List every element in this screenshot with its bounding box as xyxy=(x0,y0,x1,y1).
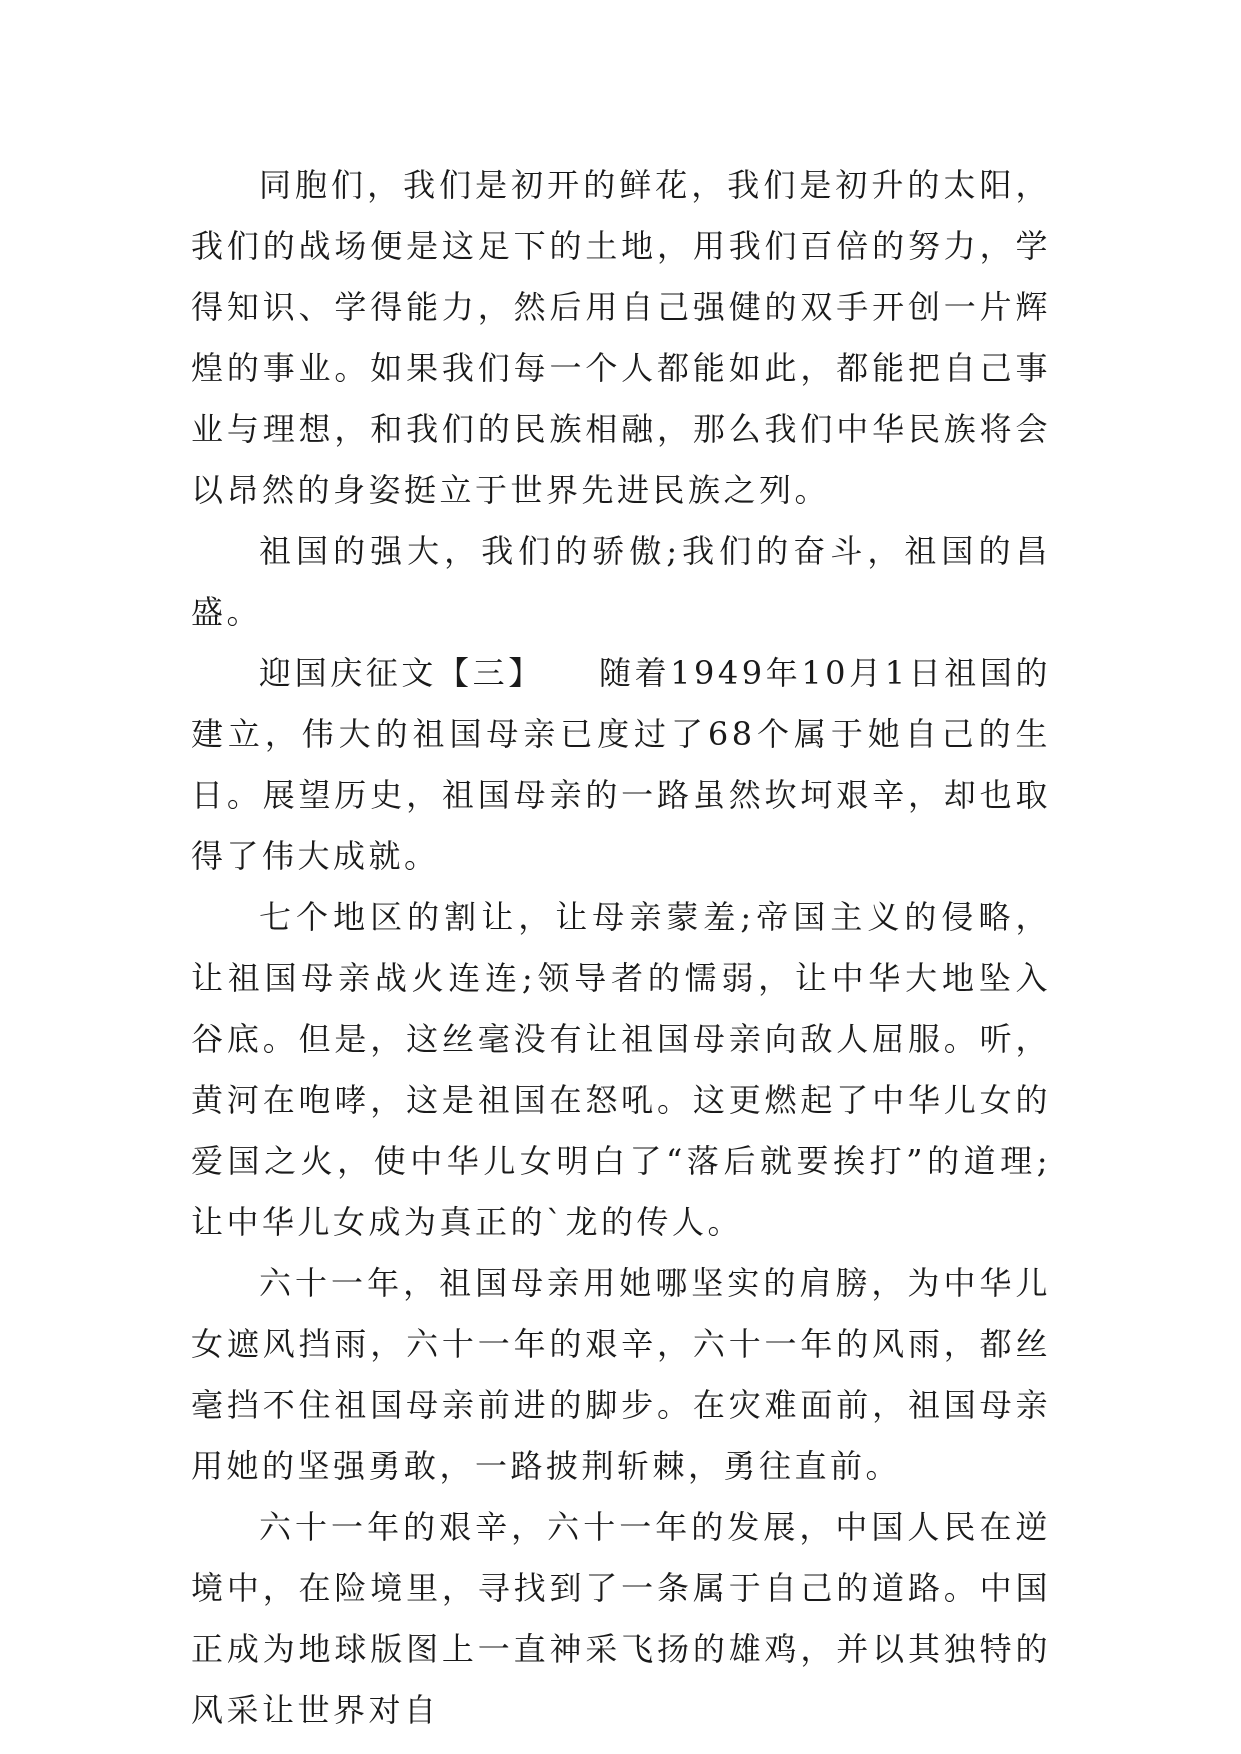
paragraph: 祖国的强大，我们的骄傲;我们的奋斗，祖国的昌盛。 xyxy=(191,532,1051,631)
paragraph: 七个地区的割让，让母亲蒙羞;帝国主义的侵略，让祖国母亲战火连连;领导者的懦弱，让中华大地坠入谷底。但是，这丝毫没有让祖国母亲向敌人屈服。听，黄河在咆哮，这是祖国在怒吼。这更燃起了中华儿女的爱国之火，使中华儿女明白了“落后就要挨打”的道理;让中华儿女成为真正的`龙的传人。 xyxy=(191,898,1051,1241)
document-body xyxy=(191,155,1051,1741)
paragraph: 同胞们，我们是初开的鲜花，我们是初升的太阳，我们的战场便是这足下的土地，用我们百倍的努力，学得知识、学得能力，然后用自己强健的双手开创一片辉煌的事业。如果我们每一个人都能如此，都能把自己事业与理想，和我们的民族相融，那么我们中华民族将会以昂然的身姿挺立于世界先进民族之列。 xyxy=(191,166,1051,509)
paragraph: 六十一年，祖国母亲用她哪坚实的肩膀，为中华儿女遮风挡雨，六十一年的艰辛，六十一年的风雨，都丝毫挡不住祖国母亲前进的脚步。在灾难面前，祖国母亲用她的坚强勇敢，一路披荆斩棘，勇往直前。 xyxy=(191,1264,1051,1485)
paragraph: 六十一年的艰辛，六十一年的发展，中国人民在逆境中，在险境里，寻找到了一条属于自己的道路。中国正成为地球版图上一直神采飞扬的雄鸡，并以其独特的风采让世界对自 xyxy=(191,1508,1051,1729)
paragraph: 迎国庆征文【三】 随着1949年10月1日祖国的建立，伟大的祖国母亲已度过了68个属于她自己的生日。展望历史，祖国母亲的一路虽然坎坷艰辛，却也取得了伟大成就。 xyxy=(191,654,1051,875)
